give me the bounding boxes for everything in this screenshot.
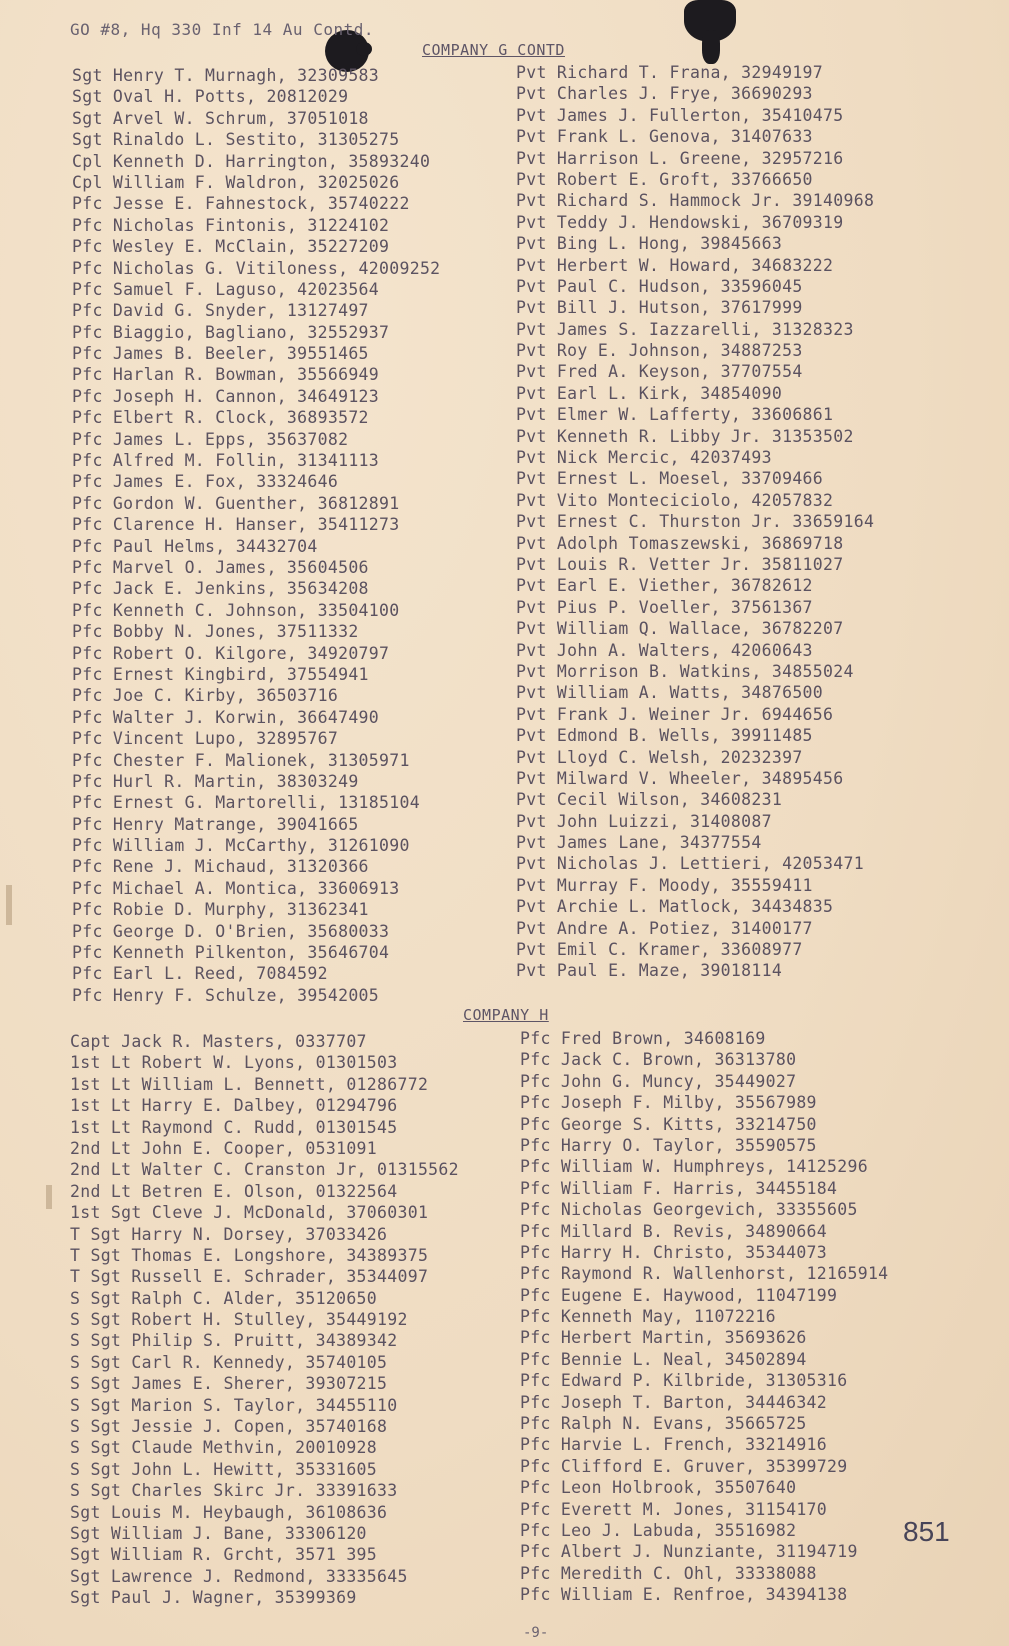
roster-entry: Pfc Fred Brown, 34608169 bbox=[520, 1029, 766, 1048]
roster-entry: Pfc Nicholas Georgevich, 33355605 bbox=[520, 1200, 858, 1220]
roster-entry: 1st Lt Robert W. Lyons, 01301503 bbox=[70, 1053, 398, 1073]
roster-entry: T Sgt Russell E. Schrader, 35344097 bbox=[70, 1267, 429, 1287]
roster-entry: Pfc William F. Harris, 34455184 bbox=[520, 1178, 838, 1198]
roster-entry: Pfc Jesse E. Fahnestock, 35740222 bbox=[72, 194, 410, 214]
roster-entry: Pfc Herbert Martin, 35693626 bbox=[520, 1328, 807, 1348]
roster-entry: T Sgt Thomas E. Longshore, 34389375 bbox=[70, 1245, 429, 1265]
roster-entry: Pfc Alfred M. Follin, 31341113 bbox=[72, 451, 380, 471]
roster-entry: Pvt James Lane, 34377554 bbox=[516, 833, 762, 853]
roster-entry: Pfc Ralph N. Evans, 35665725 bbox=[520, 1414, 807, 1434]
roster-entry: Pfc Nicholas Fintonis, 31224102 bbox=[72, 215, 390, 235]
roster-entry: Pvt Richard T. Frana, 32949197 bbox=[516, 63, 824, 82]
roster-entry: Pfc Joseph H. Cannon, 34649123 bbox=[72, 386, 380, 406]
roster-entry: 1st Lt Harry E. Dalbey, 01294796 bbox=[70, 1096, 398, 1116]
roster-entry: S Sgt Claude Methvin, 20010928 bbox=[70, 1438, 378, 1458]
roster-entry: Pvt Vito Monteciciolo, 42057832 bbox=[516, 490, 834, 510]
roster-entry: Pvt Kenneth R. Libby Jr. 31353502 bbox=[516, 426, 854, 446]
roster-entry: Pfc Henry F. Schulze, 39542005 bbox=[72, 985, 380, 1005]
roster-entry: Sgt Arvel W. Schrum, 37051018 bbox=[72, 108, 369, 128]
roster-entry: Pfc Wesley E. McClain, 35227209 bbox=[72, 237, 390, 257]
roster-entry: Pfc Harry H. Christo, 35344073 bbox=[520, 1242, 828, 1262]
roster-entry: Pvt John A. Walters, 42060643 bbox=[516, 640, 813, 660]
roster-entry: Pfc Clarence H. Hanser, 35411273 bbox=[72, 515, 400, 535]
roster-entry: Pfc Ernest Kingbird, 37554941 bbox=[72, 664, 369, 684]
roster-entry: S Sgt Jessie J. Copen, 35740168 bbox=[70, 1417, 388, 1437]
roster-entry: Pvt Charles J. Frye, 36690293 bbox=[516, 84, 813, 104]
ink-blot bbox=[356, 42, 372, 56]
roster-entry: Pfc James E. Fox, 33324646 bbox=[72, 472, 339, 492]
roster-entry: Pfc Robie D. Murphy, 31362341 bbox=[72, 900, 369, 920]
roster-entry: 2nd Lt John E. Cooper, 0531091 bbox=[70, 1138, 378, 1158]
roster-entry: S Sgt John L. Hewitt, 35331605 bbox=[70, 1459, 378, 1479]
roster-entry: Pfc Millard B. Revis, 34890664 bbox=[520, 1221, 828, 1241]
roster-entry: Pvt Robert E. Groft, 33766650 bbox=[516, 169, 813, 189]
roster-entry: Pfc Joseph F. Milby, 35567989 bbox=[520, 1093, 817, 1113]
company-h-title: COMPANY H bbox=[463, 1006, 549, 1024]
roster-entry: Pvt William A. Watts, 34876500 bbox=[516, 683, 824, 703]
roster-entry: S Sgt Marion S. Taylor, 34455110 bbox=[70, 1395, 398, 1415]
roster-entry: Pvt Teddy J. Hendowski, 36709319 bbox=[516, 212, 844, 232]
roster-entry: Pfc Marvel O. James, 35604506 bbox=[72, 557, 369, 577]
roster-entry: Pvt Nick Mercic, 42037493 bbox=[516, 448, 772, 468]
document-header: GO #8, Hq 330 Inf 14 Au Contd. bbox=[70, 20, 374, 39]
roster-entry: Pvt James J. Fullerton, 35410475 bbox=[516, 105, 844, 125]
roster-entry: Pfc William W. Humphreys, 14125296 bbox=[520, 1157, 868, 1177]
roster-entry: Sgt Louis M. Heybaugh, 36108636 bbox=[70, 1502, 388, 1522]
roster-entry: Pfc John G. Muncy, 35449027 bbox=[520, 1071, 797, 1091]
roster-entry: Pvt Louis R. Vetter Jr. 35811027 bbox=[516, 554, 844, 574]
roster-entry: Pvt William Q. Wallace, 36782207 bbox=[516, 619, 844, 639]
roster-entry: Pvt Pius P. Voeller, 37561367 bbox=[516, 597, 813, 617]
roster-entry: Sgt William R. Grcht, 3571 395 bbox=[70, 1545, 378, 1565]
roster-entry: 2nd Lt Walter C. Cranston Jr, 01315562 bbox=[70, 1160, 459, 1180]
roster-entry: S Sgt Charles Skirc Jr. 33391633 bbox=[70, 1481, 398, 1501]
roster-entry: Pfc William E. Renfroe, 34394138 bbox=[520, 1585, 848, 1605]
roster-entry: Pfc Harlan R. Bowman, 35566949 bbox=[72, 365, 380, 385]
punch-mark bbox=[46, 1185, 52, 1209]
ink-blot bbox=[702, 30, 720, 64]
roster-entry: Cpl William F. Waldron, 32025026 bbox=[72, 172, 400, 192]
roster-entry: Pvt Harrison L. Greene, 32957216 bbox=[516, 148, 844, 168]
roster-entry: 1st Lt Raymond C. Rudd, 01301545 bbox=[70, 1117, 398, 1137]
roster-entry: Sgt Paul J. Wagner, 35399369 bbox=[70, 1588, 357, 1608]
roster-entry: Pfc Robert O. Kilgore, 34920797 bbox=[72, 643, 390, 663]
roster-entry: Pvt Lloyd C. Welsh, 20232397 bbox=[516, 747, 803, 767]
roster-entry: Pfc William J. McCarthy, 31261090 bbox=[72, 836, 410, 856]
roster-entry: Pfc Everett M. Jones, 31154170 bbox=[520, 1499, 828, 1519]
roster-entry: Pvt Emil C. Kramer, 33608977 bbox=[516, 940, 803, 960]
roster-entry: Sgt Rinaldo L. Sestito, 31305275 bbox=[72, 130, 400, 150]
roster-entry: Pfc Meredith C. Ohl, 33338088 bbox=[520, 1563, 817, 1583]
roster-entry: Pvt Nicholas J. Lettieri, 42053471 bbox=[516, 854, 864, 874]
roster-entry: Pfc Michael A. Montica, 33606913 bbox=[72, 878, 400, 898]
roster-entry: Pfc Vincent Lupo, 32895767 bbox=[72, 729, 339, 749]
roster-entry: Sgt Henry T. Murnagh, 32309583 bbox=[72, 66, 380, 85]
roster-entry: Pfc Biaggio, Bagliano, 32552937 bbox=[72, 322, 390, 342]
roster-entry: S Sgt Philip S. Pruitt, 34389342 bbox=[70, 1331, 398, 1351]
roster-entry: Pvt James S. Iazzarelli, 31328323 bbox=[516, 319, 854, 339]
roster-entry: Pvt Milward V. Wheeler, 34895456 bbox=[516, 768, 844, 788]
roster-entry: Pvt Earl L. Kirk, 34854090 bbox=[516, 383, 783, 403]
roster-entry: S Sgt James E. Sherer, 39307215 bbox=[70, 1374, 388, 1394]
roster-entry: Sgt Oval H. Potts, 20812029 bbox=[72, 87, 349, 107]
roster-entry: Pfc Leo J. Labuda, 35516982 bbox=[520, 1520, 797, 1540]
roster-entry: Pvt Roy E. Johnson, 34887253 bbox=[516, 341, 803, 361]
company-g-title: COMPANY G CONTD bbox=[422, 41, 565, 59]
roster-entry: Pvt Richard S. Hammock Jr. 39140968 bbox=[516, 191, 875, 211]
roster-entry: Cpl Kenneth D. Harrington, 35893240 bbox=[72, 151, 431, 171]
roster-entry: 1st Sgt Cleve J. McDonald, 37060301 bbox=[70, 1203, 429, 1223]
roster-entry: Pfc Hurl R. Martin, 38303249 bbox=[72, 771, 359, 791]
roster-entry: Pfc Walter J. Korwin, 36647490 bbox=[72, 707, 380, 727]
roster-entry: Pvt Frank L. Genova, 31407633 bbox=[516, 127, 813, 147]
roster-entry: Pfc Henry Matrange, 39041665 bbox=[72, 814, 359, 834]
roster-entry: Pvt Andre A. Potiez, 31400177 bbox=[516, 918, 813, 938]
roster-entry: Pfc Earl L. Reed, 7084592 bbox=[72, 964, 328, 984]
roster-entry: 1st Lt William L. Bennett, 01286772 bbox=[70, 1074, 429, 1094]
roster-entry: S Sgt Carl R. Kennedy, 35740105 bbox=[70, 1352, 388, 1372]
roster-entry: Pfc Clifford E. Gruver, 35399729 bbox=[520, 1456, 848, 1476]
roster-entry: Pfc George D. O'Brien, 35680033 bbox=[72, 921, 390, 941]
roster-entry: Pvt Paul E. Maze, 39018114 bbox=[516, 961, 783, 981]
roster-entry: Capt Jack R. Masters, 0337707 bbox=[70, 1032, 367, 1051]
roster-entry: Pfc Gordon W. Guenther, 36812891 bbox=[72, 493, 400, 513]
roster-entry: Pfc Eugene E. Haywood, 11047199 bbox=[520, 1285, 838, 1305]
roster-entry: Pfc James L. Epps, 35637082 bbox=[72, 429, 349, 449]
roster-entry: Pvt Bing L. Hong, 39845663 bbox=[516, 234, 783, 254]
roster-entry: Pvt Cecil Wilson, 34608231 bbox=[516, 790, 783, 810]
roster-entry: Pfc James B. Beeler, 39551465 bbox=[72, 344, 369, 364]
roster-entry: Pfc Chester F. Malionek, 31305971 bbox=[72, 750, 410, 770]
roster-entry: Pfc Harry O. Taylor, 35590575 bbox=[520, 1135, 817, 1155]
roster-entry: Sgt William J. Bane, 33306120 bbox=[70, 1523, 367, 1543]
roster-entry: Pfc Joe C. Kirby, 36503716 bbox=[72, 686, 339, 706]
company-h-left-column bbox=[70, 1031, 459, 1609]
page-number: 851 bbox=[903, 1516, 950, 1547]
roster-entry: Pvt John Luizzi, 31408087 bbox=[516, 811, 772, 831]
roster-entry: Sgt Lawrence J. Redmond, 33335645 bbox=[70, 1566, 408, 1586]
footer-page-marker: -9- bbox=[523, 1625, 549, 1641]
roster-entry: Pfc Nicholas G. Vitiloness, 42009252 bbox=[72, 258, 441, 278]
roster-entry: Pfc Albert J. Nunziante, 31194719 bbox=[520, 1542, 858, 1562]
roster-entry: Pfc David G. Snyder, 13127497 bbox=[72, 301, 369, 321]
roster-entry: Pfc Kenneth Pilkenton, 35646704 bbox=[72, 943, 390, 963]
roster-entry: Pfc Edward P. Kilbride, 31305316 bbox=[520, 1371, 848, 1391]
roster-entry: Pfc Elbert R. Clock, 36893572 bbox=[72, 408, 369, 428]
roster-entry: S Sgt Ralph C. Alder, 35120650 bbox=[70, 1288, 378, 1308]
roster-entry: Pvt Elmer W. Lafferty, 33606861 bbox=[516, 405, 834, 425]
roster-entry: T Sgt Harry N. Dorsey, 37033426 bbox=[70, 1224, 388, 1244]
roster-entry: Pfc George S. Kitts, 33214750 bbox=[520, 1114, 817, 1134]
roster-entry: Pfc Kenneth C. Johnson, 33504100 bbox=[72, 600, 400, 620]
roster-entry: Pfc Raymond R. Wallenhorst, 12165914 bbox=[520, 1264, 889, 1284]
roster-entry: Pvt Fred A. Keyson, 37707554 bbox=[516, 362, 803, 382]
roster-entry: Pvt Morrison B. Watkins, 34855024 bbox=[516, 661, 854, 681]
roster-entry: Pfc Bobby N. Jones, 37511332 bbox=[72, 622, 359, 642]
roster-entry: Pvt Adolph Tomaszewski, 36869718 bbox=[516, 533, 844, 553]
roster-entry: Pvt Paul C. Hudson, 33596045 bbox=[516, 276, 803, 296]
roster-entry: Pfc Harvie L. French, 33214916 bbox=[520, 1435, 828, 1455]
roster-entry: Pfc Bennie L. Neal, 34502894 bbox=[520, 1349, 807, 1369]
roster-entry: Pfc Jack E. Jenkins, 35634208 bbox=[72, 579, 369, 599]
roster-entry: Pvt Herbert W. Howard, 34683222 bbox=[516, 255, 834, 275]
roster-entry: Pvt Edmond B. Wells, 39911485 bbox=[516, 726, 813, 746]
roster-entry: Pfc Ernest G. Martorelli, 13185104 bbox=[72, 793, 420, 813]
roster-entry: Pfc Joseph T. Barton, 34446342 bbox=[520, 1392, 828, 1412]
punch-mark bbox=[6, 885, 12, 925]
roster-entry: Pvt Bill J. Hutson, 37617999 bbox=[516, 298, 803, 318]
company-g-right-column bbox=[516, 62, 874, 982]
roster-entry: Pfc Samuel F. Laguso, 42023564 bbox=[72, 279, 380, 299]
roster-entry: Pfc Rene J. Michaud, 31320366 bbox=[72, 857, 369, 877]
roster-entry: Pvt Murray F. Moody, 35559411 bbox=[516, 875, 813, 895]
roster-entry: Pfc Kenneth May, 11072216 bbox=[520, 1307, 776, 1327]
roster-entry: Pvt Earl E. Viether, 36782612 bbox=[516, 576, 813, 596]
roster-entry: Pvt Ernest L. Moesel, 33709466 bbox=[516, 469, 824, 489]
roster-entry: S Sgt Robert H. Stulley, 35449192 bbox=[70, 1310, 408, 1330]
roster-entry: Pvt Archie L. Matlock, 34434835 bbox=[516, 897, 834, 917]
roster-entry: 2nd Lt Betren E. Olson, 01322564 bbox=[70, 1181, 398, 1201]
roster-entry: Pvt Frank J. Weiner Jr. 6944656 bbox=[516, 704, 834, 724]
roster-entry: Pfc Jack C. Brown, 36313780 bbox=[520, 1050, 797, 1070]
roster-entry: Pfc Leon Holbrook, 35507640 bbox=[520, 1478, 797, 1498]
company-h-right-column bbox=[520, 1028, 888, 1606]
roster-entry: Pvt Ernest C. Thurston Jr. 33659164 bbox=[516, 512, 875, 532]
company-g-left-column bbox=[72, 65, 440, 1006]
roster-entry: Pfc Paul Helms, 34432704 bbox=[72, 536, 318, 556]
